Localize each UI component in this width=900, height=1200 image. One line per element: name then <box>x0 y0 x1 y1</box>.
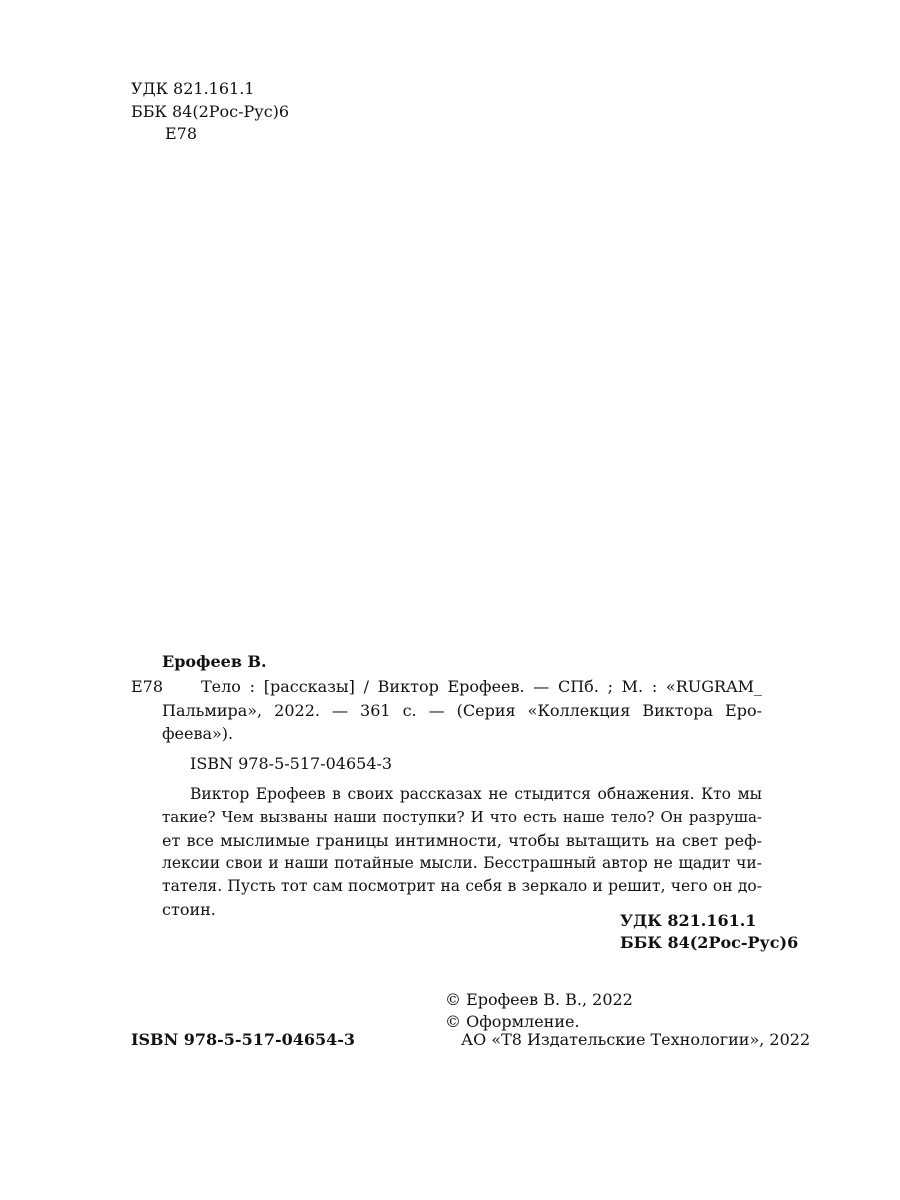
annotation-line-5: тателя. Пусть тот сам посмотрит на себя в зеркало и решит, чего он до- <box>162 877 762 895</box>
annotation-line-4: лексии свои и наши потайные мысли. Бесстрашный автор не щадит чи- <box>162 854 762 872</box>
bbk-code-bold: ББК 84(2Рос-Рус)6 <box>620 933 799 952</box>
record-line-1: Тело : [рассказы] / Виктор Ерофеев. — СПб. ; М. : «RUGRAM_ <box>201 677 762 696</box>
copyright-publisher: АО «Т8 Издательские Технологии», 2022 <box>461 1030 811 1049</box>
copyright-design: © Оформление. <box>445 1012 580 1031</box>
copyright-author: © Ерофеев В. В., 2022 <box>445 990 633 1009</box>
annotation-line-2: такие? Чем вызваны наши поступки? И что есть наше тело? Он разруша- <box>162 808 762 826</box>
footer-isbn: ISBN 978-5-517-04654-3 <box>131 1030 356 1049</box>
udk-code-bold: УДК 821.161.1 <box>620 911 757 930</box>
record-author-mark: Е78 <box>131 677 164 696</box>
udk-code: УДК 821.161.1 <box>131 79 255 98</box>
annotation-line-1: Виктор Ерофеев в своих рассказах не стыдится обнажения. Кто мы <box>190 785 762 803</box>
record-line-2: Пальмира», 2022. — 361 с. — (Серия «Коллекция Виктора Еро- <box>162 701 762 720</box>
author-heading: Ерофеев В. <box>162 652 267 671</box>
record-line-3: феева»). <box>162 724 234 743</box>
author-mark: Е78 <box>165 124 198 143</box>
annotation-line-6: стоин. <box>162 900 216 919</box>
record-isbn: ISBN 978-5-517-04654-3 <box>190 754 393 773</box>
bbk-code: ББК 84(2Рос-Рус)6 <box>131 102 290 121</box>
annotation-line-3: ет все мыслимые границы интимности, чтобы вытащить на свет реф- <box>162 831 762 850</box>
